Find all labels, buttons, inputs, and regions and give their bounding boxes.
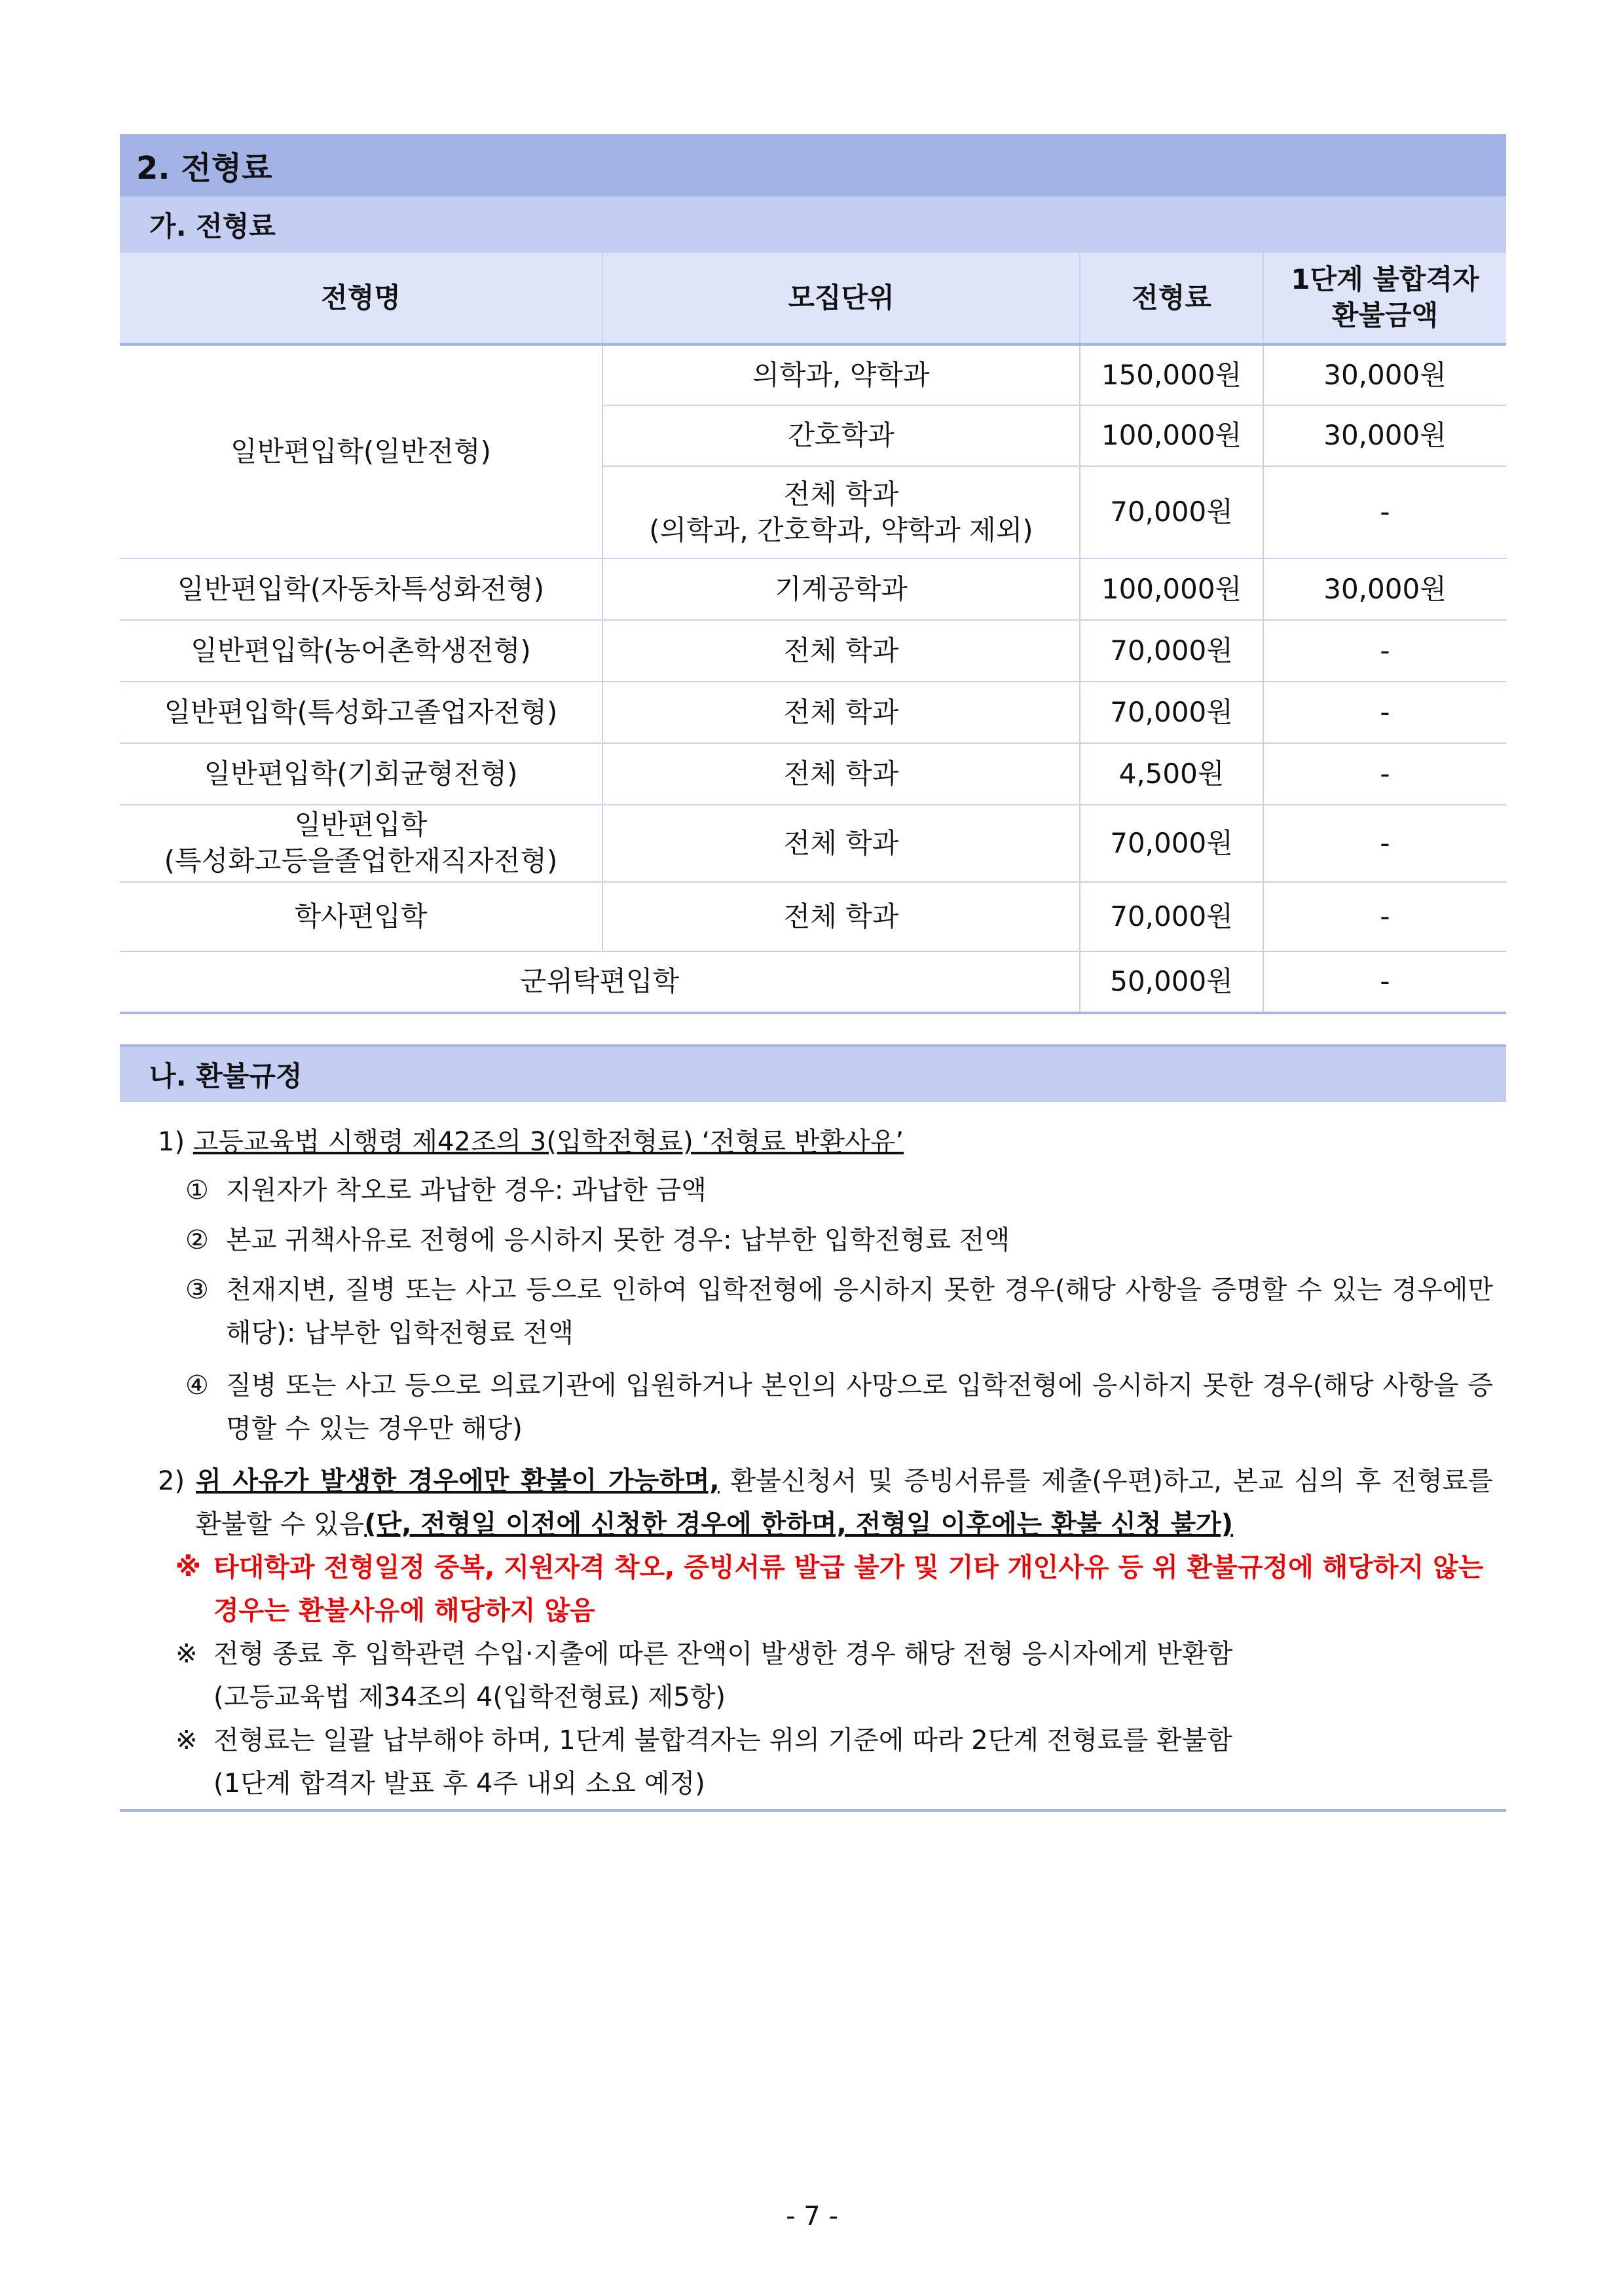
note-balance [120,1632,1506,1719]
note-mark: ※ [175,1552,201,1583]
unit-cell: 전체 학과 [602,805,1080,882]
refund-cell: - [1263,743,1506,805]
unit-cell: 전체 학과 [602,743,1080,805]
refund-bottom-rule [120,1809,1506,1812]
table-row [120,805,1506,882]
table-row [120,559,1506,620]
note-red [120,1546,1506,1632]
unit-cell: 기계공학과 [602,559,1080,620]
header-fee: 전형료 [1080,253,1263,344]
circle-num: ③ [185,1275,209,1305]
table-row [120,882,1506,951]
header-refund-line2: 환불금액 [1331,299,1439,331]
rule-item-1-num: 1) [158,1127,185,1157]
type-cell: 군위탁편입학 [120,951,1080,1013]
rule-circle-4 [120,1364,1506,1450]
type-cell: 일반편입학(특성화고졸업자전형) [120,682,602,743]
section-title: 2. 전형료 [120,134,1506,196]
circle-num: ② [185,1225,209,1255]
refund-cell: 30,000원 [1263,405,1506,466]
type-cell: 일반편입학(기회균형전형) [120,743,602,805]
fee-table [120,253,1506,1014]
fee-cell: 70,000원 [1080,805,1263,882]
note-sub: (고등교육법 제34조의 4(입학전형료) 제5항) [213,1682,726,1712]
fee-cell: 70,000원 [1080,882,1263,951]
type-cell: 학사편입학 [120,882,602,951]
table-row [120,743,1506,805]
table-row [120,682,1506,743]
rule-item-2-bold: 위 사유가 발생한 경우에만 환불이 가능하며, [196,1466,720,1496]
table-row [120,344,1506,405]
note-sub: (1단계 합격자 발표 후 4주 내외 소요 예정) [213,1769,705,1799]
refund-cell: - [1263,620,1506,682]
refund-cell: - [1263,951,1506,1013]
refund-cell: - [1263,466,1506,559]
unit-cell [602,466,1080,559]
refund-rules [120,1102,1506,1805]
circle-text: 본교 귀책사유로 전형에 응시하지 못한 경우: 납부한 입학전형료 전액 [226,1225,1010,1255]
refund-cell: 30,000원 [1263,344,1506,405]
fee-cell: 100,000원 [1080,405,1263,466]
type-cell: 일반편입학(일반전형) [120,344,602,559]
rule-circle-3 [120,1268,1506,1355]
refund-cell: 30,000원 [1263,559,1506,620]
table-row [120,620,1506,682]
unit-cell: 의학과, 약학과 [602,344,1080,405]
refund-subtitle: 나. 환불규정 [120,1044,1506,1102]
fee-subtitle: 가. 전형료 [120,196,1506,253]
note-text: 타대학과 전형일정 중복, 지원자격 착오, 증빙서류 발급 불가 및 기타 개인사유 등 위 환불규정에 해당하지 않는 경우는 환불사유에 해당하지 않음 [213,1552,1484,1626]
refund-cell: - [1263,882,1506,951]
type-cell: 일반편입학(농어촌학생전형) [120,620,602,682]
type-cell: 일반편입학(자동차특성화전형) [120,559,602,620]
rule-item-2-text: 환불신청서 및 증빙서류를 제출(우편)하고, 본교 심의 후 전형료를 환불할 수 있음 [196,1466,1493,1539]
type-line1: 일반편입학 [294,809,428,841]
circle-text: 질병 또는 사고 등으로 의료기관에 입원하거나 본인의 사망으로 입학전형에 응시하지 못한 경우(해당 사항을 증명할 수 있는 경우만 해당) [226,1370,1493,1444]
circle-text: 천재지변, 질병 또는 사고 등으로 인하여 입학전형에 응시하지 못한 경우(해당 사항을 증명할 수 있는 경우에만 해당): 납부한 입학전형료 전액 [226,1275,1493,1348]
type-line2: (특성화고등을졸업한재직자전형) [164,845,558,877]
refund-cell: - [1263,805,1506,882]
unit-cell: 전체 학과 [602,882,1080,951]
fee-cell: 70,000원 [1080,682,1263,743]
header-type: 전형명 [120,253,602,344]
note-text: 전형료는 일괄 납부해야 하며, 1단계 불합격자는 위의 기준에 따라 2단계 전형료를 환불함 [213,1725,1232,1755]
fee-cell: 70,000원 [1080,620,1263,682]
fee-cell: 100,000원 [1080,559,1263,620]
note-payment [120,1719,1506,1805]
unit-cell: 전체 학과 [602,682,1080,743]
header-refund-line1: 1단계 불합격자 [1291,263,1479,296]
rule-item-2-num: 2) [158,1466,185,1496]
circle-num: ④ [185,1370,209,1401]
header-unit: 모집단위 [602,253,1080,344]
unit-cell: 전체 학과 [602,620,1080,682]
fee-cell: 70,000원 [1080,466,1263,559]
rule-circle-1 [120,1169,1506,1212]
type-cell [120,805,602,882]
note-mark: ※ [175,1639,198,1669]
note-mark: ※ [175,1725,198,1755]
header-refund [1263,253,1506,344]
rule-item-1 [120,1120,1506,1164]
unit-line1: 전체 학과 [783,477,899,510]
fee-cell: 150,000원 [1080,344,1263,405]
table-row [120,951,1506,1013]
circle-text: 지원자가 착오로 과납한 경우: 과납한 금액 [226,1175,707,1205]
rule-item-2 [120,1460,1506,1546]
page-number: - 7 - [786,2201,838,2231]
refund-cell: - [1263,682,1506,743]
circle-num: ① [185,1175,209,1205]
fee-table-header [120,253,1506,344]
rule-item-2-tail: (단, 전형일 이전에 신청한 경우에 한하며, 전형일 이후에는 환불 신청 불가) [364,1509,1234,1539]
fee-cell: 4,500원 [1080,743,1263,805]
unit-cell: 간호학과 [602,405,1080,466]
fee-cell: 50,000원 [1080,951,1263,1013]
document-body [120,134,1506,1812]
rule-item-1-text: 고등교육법 시행령 제42조의 3(입학전형료) ‘전형료 반환사유’ [193,1127,904,1157]
unit-line2: (의학과, 간호학과, 약학과 제외) [649,513,1033,546]
rule-circle-2 [120,1219,1506,1262]
note-text: 전형 종료 후 입학관련 수입·지출에 따른 잔액이 발생한 경우 해당 전형 응시자에게 반환함 [213,1639,1233,1669]
